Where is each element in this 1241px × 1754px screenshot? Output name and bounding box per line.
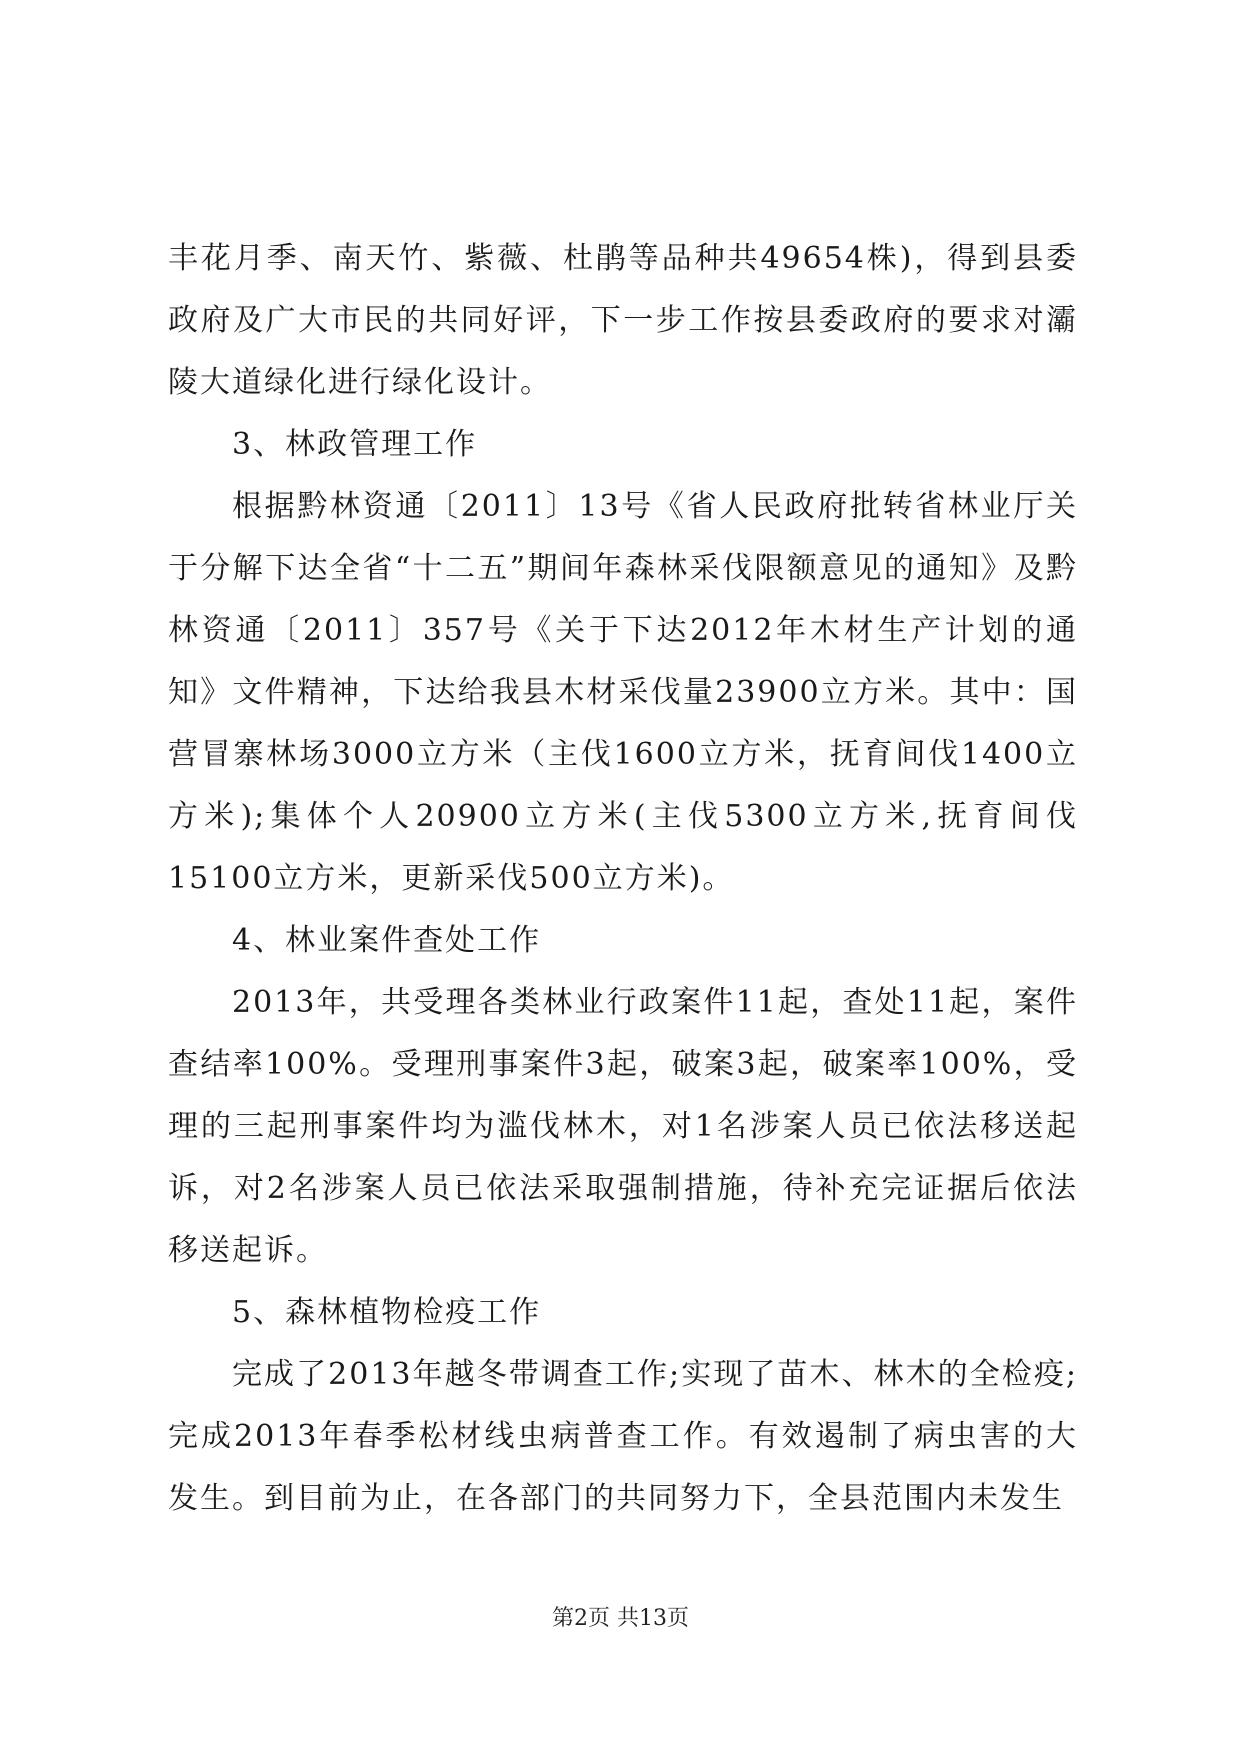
paragraph-forest-administration: 根据黔林资通〔2011〕13号《省人民政府批转省林业厅关于分解下达全省“十二五”期间年森林采伐限额意见的通知》及黔林资通〔2011〕357号《关于下达2012年木材生产计划的通知》文件精神，下达给我县木材采伐量23900立方米。其中：国营冒寨林场3000立方米（主伐1600立方米，抚育间伐1400立方米);集体个人20900立方米(主伐5300立方米,抚育间伐15100立方米，更新采伐500立方米)。: [168, 489, 1078, 896]
document-body: [168, 228, 1078, 1530]
heading-forestry-cases: 4、林业案件查处工作: [232, 923, 542, 958]
page-number-footer: 第2页 共13页: [552, 1606, 689, 1631]
heading-forest-administration: 3、林政管理工作: [232, 427, 478, 462]
heading-plant-quarantine: 5、森林植物检疫工作: [232, 1295, 542, 1330]
paragraph-forestry-cases: 2013年，共受理各类林业行政案件11起，查处11起，案件查结率100%。受理刑事案件3起，破案3起，破案率100%，受理的三起刑事案件均为滥伐林木，对1名涉案人员已依法移送起诉，对2名涉案人员已依法采取强制措施，待补充完证据后依法移送起诉。: [168, 985, 1078, 1268]
paragraph-plant-quarantine: 完成了2013年越冬带调查工作;实现了苗木、林木的全检疫;完成2013年春季松材线虫病普查工作。有效遏制了病虫害的大发生。到目前为止，在各部门的共同努力下，全县范围内未发生: [168, 1357, 1078, 1516]
paragraph-greening-summary: 丰花月季、南天竹、紫薇、杜鹃等品种共49654株)，得到县委政府及广大市民的共同好评，下一步工作按县委政府的要求对灞陵大道绿化进行绿化设计。: [168, 241, 1078, 400]
